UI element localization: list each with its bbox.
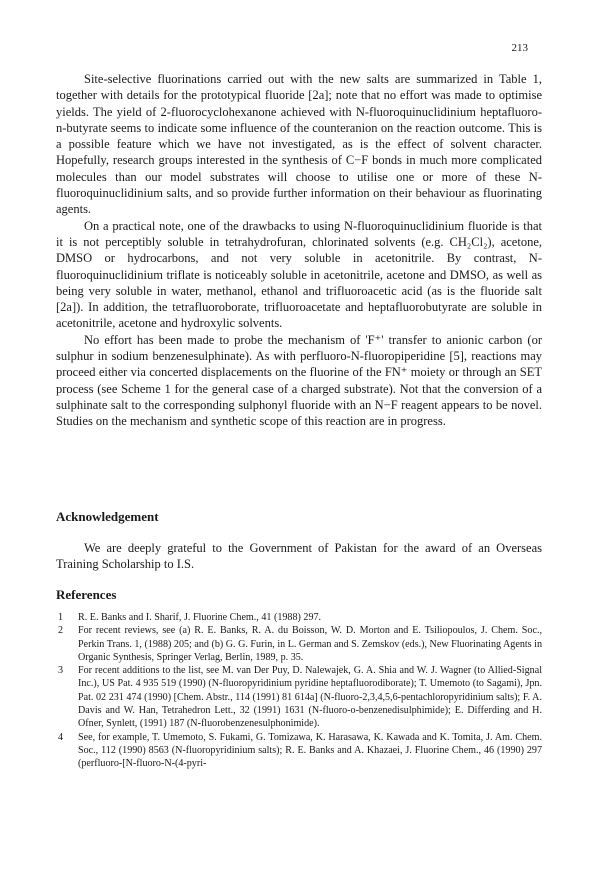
reference-item (56, 624, 542, 664)
reference-number: 2 (58, 625, 64, 637)
reference-number: 3 (58, 665, 64, 677)
reference-number: 1 (58, 612, 64, 623)
acknowledgement-heading: Acknowledgement (56, 509, 159, 524)
references-heading: References (56, 587, 117, 602)
reference-number: 4 (58, 731, 64, 743)
reference-list (56, 611, 542, 771)
paragraph: On a practical note, one of the drawbacks to using N-fluoroquinuclidinium fluoride is that it is not perceptibly soluble in tetrahydrofuran, chlorinated solvents (e.g. CH₂Cl₂), acetone, DMSO or hydrocarbons, and not very soluble in acetonitrile. By contrast, N-fluoroquinuclidinium triflate is noticeably soluble in acetonitrile, acetone and DMSO, as well as being very soluble in water, methanol, ethanol and trifluoroacetic acid (as is the fluoride salt [2a]). In addition, the tetrafluoroborate, trifluoroacetate and heptafluorobutyrate are soluble in acetonitrile, acetone and hydroxylic solvents. (56, 218, 542, 331)
reference-item (56, 664, 542, 730)
acknowledgement-text: We are deeply grateful to the Government of Pakistan for the award of an Overseas Training Scholarship to I.S. (56, 541, 542, 572)
reference-text: R. E. Banks and I. Sharif, J. Fluorine Chem., 41 (1988) 297. (78, 612, 322, 623)
reference-text: For recent additions to the list, see M. van Der Puy, D. Nalewajek, G. A. Shia and W. J. Wagner (to Allied-Signal Inc.), US Pat. 4 935 519 (1990) (N-fluoropyridinium pyridine heptafluorodiborate); T. Umemoto (to Sagami), Jpn. Pat. 02 231 474 (1990) [Chem. Abstr., 114 (1991) 81 614a] (N-fluoro-2,3,4,5,6-pentachloropyridinium salts); F. A. Davis and W. Han, Tetrahedron Lett., 32 (1991) 1631 (N-fluoro-o-benzenedisulphimide); E. Differding and H. Ofner, Synlett, (1991) 187 (N-fluorobenzenesulphonimide). (78, 665, 542, 730)
paragraph: Site-selective fluorinations carried out with the new salts are summarized in Table 1, together with details for the prototypical fluoride [2a]; note that no effort was made to optimise yields. The yield of 2-fluorocyclohexanone achieved with N-fluoroquinuclidinium heptafluoro-n-butyrate seems to indicate some influence of the counteranion on the reaction outcome. This is a possible feature which we have not investigated, as is the effect of solvent character. Hopefully, research groups interested in the synthesis of C−F bonds in much more complicated molecules than our model substrates will choose to utilise one or more of these N-fluoroquinuclidinium salts, and so provide further information on their behaviour as fluorinating agents. (56, 72, 542, 217)
page-number: 213 (511, 42, 528, 54)
body-text (56, 71, 542, 430)
reference-text: See, for example, T. Umemoto, S. Fukami, G. Tomizawa, K. Harasawa, K. Kawada and K. Tomita, J. Am. Chem. Soc., 112 (1990) 8563 (N-fluoropyridinium salts); R. E. Banks and A. Khazaei, J. Fluorine Chem., 46 (1990) 297 (perfluoro-[N-fluoro-N-(4-pyri- (78, 731, 542, 770)
paragraph: No effort has been made to probe the mechanism of 'F⁺' transfer to anionic carbon (or sulphur in sodium benzenesulphinate). As with perfluoro-N-fluoropiperidine [5], reactions may proceed either via concerted displacements on the fluorine of the FN⁺ moiety or through an SET process (see Scheme 1 for the general case of a charged substrate). Not that the conversion of a sulphinate salt to the corresponding sulphonyl fluoride with an N−F reagent appears to be novel. Studies on the mechanism and synthetic scope of this reaction are in progress. (56, 332, 542, 429)
reference-item (56, 731, 542, 771)
reference-text: For recent reviews, see (a) R. E. Banks, R. A. du Boisson, W. D. Morton and E. Tsiliopoulos, J. Chem. Soc., Perkin Trans. 1, (1988) 205; and (b) G. G. Furin, in L. German and S. Zemskov (eds.), New Fluorinating Agents in Organic Synthesis, Springer Verlag, Berlin, 1989, p. 35. (78, 625, 542, 663)
reference-item (56, 611, 542, 624)
